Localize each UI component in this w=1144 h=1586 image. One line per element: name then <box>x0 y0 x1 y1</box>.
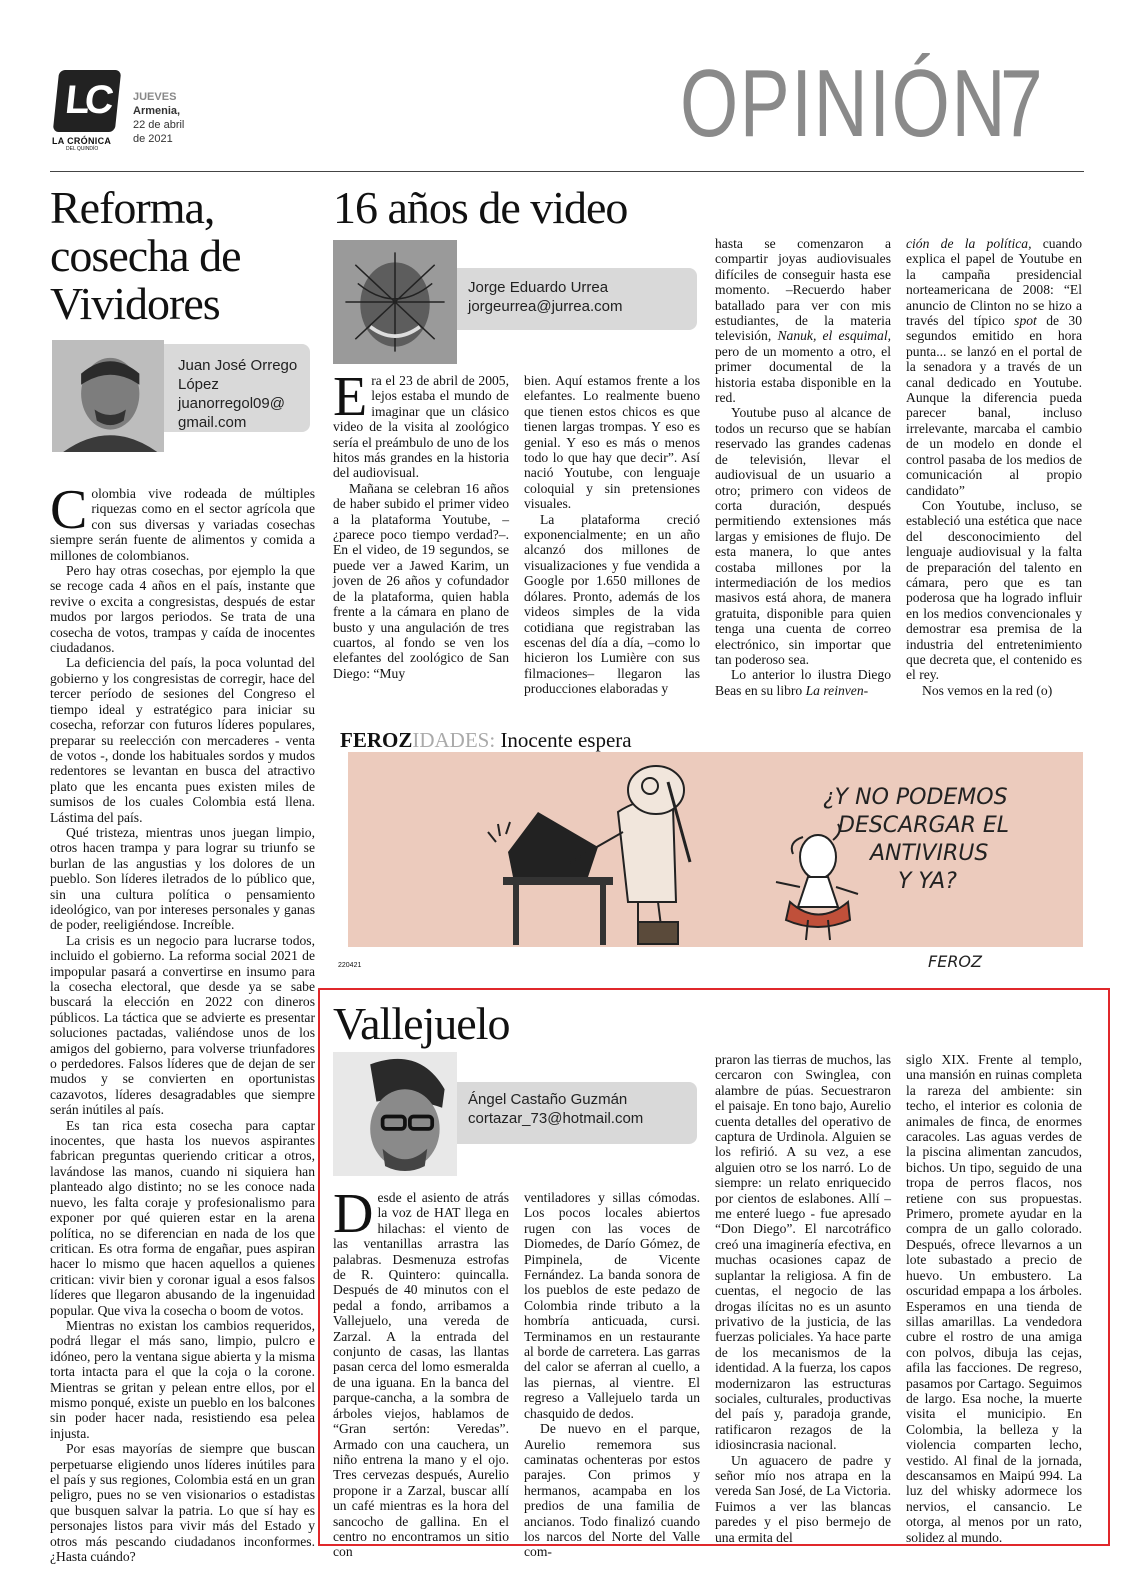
author-name-line1: Juan José Orrego <box>178 357 298 374</box>
dropcap: C <box>50 479 88 541</box>
author-name: Jorge Eduardo Urrea <box>468 279 609 296</box>
paragraph: La deficiencia del país, la poca voluntad del gobierno y los congresistas de corregir, hace del tercer período de sesiones del Congreso el tiempo ideal y estratégico para iniciar su cosecha, reforzar con futuros líderes populares, preparar su reelección con mercaderes - venta de votos -, donde los habituales sordos y mudos redentores se levantan en busca del atractivo plato que les encanta pues existen miles de sumisos de los cuales Colombia está llena. Lástima del país. <box>50 655 315 825</box>
author-name-line2: López <box>178 376 219 393</box>
highlight-box <box>318 988 1110 1546</box>
speech-line-3: ANTIVIRUS <box>870 841 989 866</box>
author-email: cortazar_73@hotmail.com <box>468 1110 644 1127</box>
article-headline-reforma: Reforma, cosecha de Vividores <box>50 182 241 329</box>
article-body-video-col1 <box>333 366 509 681</box>
book-title: La reinven- <box>805 682 869 698</box>
article-headline-vallejuelo: Vallejuelo <box>333 998 510 1049</box>
paragraph: Mañana se celebran 16 años de haber subido el primer video a la plataforma Youtube, –¿parece poco tiempo verdad?–. En el video, de 19 segundos, se puede ver a Jawed Karim, un joven de 26 años y cofundador de la plataforma, quien habla frente a la cámara en plano de busto y una angulación de tres cuartos, al fondo se ven los elefantes del zoológico de San Diego: “Muy <box>333 480 509 681</box>
cartoon-signature: FEROZ <box>928 952 982 971</box>
author-email-line1: juanorregol09@ <box>178 395 285 412</box>
paragraph: esde el asiento de atrás la voz de HAT llega en hilachas: el viento de las ventanillas arrastra las palabras. Desmenuza estrofas de R. Quintero: quincalla. Después de 40 minutos con el pedal a fondo, arribamos a Vallejuelo, una vereda de Zarzal. A la entrada del conjunto de casas, las llantas pasan cerca del lomo esmeralda de una iguana. En la banca del parque-cancha, a la sombra de árboles viejos, hablamos de “Gran sertón: Veredas”. Armado con una cauchera, un niño entrena la mano y el ojo. Tres cervezas después, Aurelio propone ir a Zarzal, buscar allí un café mientras es la hora del sancocho de gallina. En el centro no encontramos un sitio con <box>333 1190 509 1560</box>
paragraph: Nos vemos en la red (o) <box>922 682 1053 698</box>
paragraph: La plataforma creció exponencialmente; en un año alcanzó dos millones de visualizaciones y fue vendida a Google por 1.650 millones de dólares. Pronto, además de los videos simples de la vida cotidiana que registraban las escenas del día a día, –como lo hicieron los Lumière con sus filmaciones– llegaron las producciones elaboradas y <box>524 511 700 697</box>
dropcap: D <box>333 1183 374 1245</box>
portrait-icon <box>333 240 457 364</box>
text-run: Lo anterior lo ilustra Diego Beas en su libro <box>715 667 891 698</box>
film-title: Nanuk, el esquimal, <box>777 328 892 344</box>
paragraph: Pero hay otras cosechas, por ejemplo la que se recoge cada 4 años en el país, instante que revive o excita a congresistas, después de estar mudos por largos periodos. Se trata de una cosecha de votos, trampas y caída de inocentes ciudadanos. <box>50 563 315 656</box>
text-run: de 30 segundos emitido en hora punta... se lanzó en el portal de la senadora y a través de un canal dedicado en Youtube. Aunque la diferencia pueda parecer banal, incluso irrelevante, marcaba el cambio de un modelo en donde el control pasaba de los medios de comunicación al propio candidato” <box>906 313 1082 498</box>
book-title: ción de la política, <box>906 236 1032 251</box>
paragraph: Es tan rica esta cosecha para captar inocentes, que hasta los nuevos aspirantes fabrican preguntas queriendo criticar a otros, lavándose las manos, cuando ni siquiera han planteado algo distinto; no se les conoce nada nuevo, les falta coraje y profesionalismo para exponer por qué quieren estar en la arena política, no se diferencian en nada de los que critican. Es otra forma de engañar, pues aspiran hacer lo mismo que hacen aquellos a quienes critican: vivir bien y coronar igual a esos falsos líderes que llegaron abusando de la ingenuidad popular. Que viva la cosecha o boom de votos. <box>50 1117 315 1318</box>
paragraph: Con Youtube, incluso, se estableció una estética que nace del desconocimiento del lenguaje audiovisual y la falta de preparación del talento en cámara, pero que es tan poderosa que ha logrado influir en los medios convencionales y demostrar esa premisa de la industria del entretenimiento que decreta que, el contenido es el rey. <box>906 497 1082 683</box>
text-run: pero de un momento a otro, el primer documental de la historia estaba disponible en la red. <box>715 343 891 406</box>
logo-name: LA CRÓNICA <box>52 136 112 146</box>
logo-mark: LC <box>53 70 122 132</box>
article-headline-video: 16 años de video <box>333 182 628 233</box>
article-body-video-col2 <box>524 373 700 697</box>
speech-line-4: Y YA? <box>898 869 957 894</box>
issue-date-line1: 22 de abril <box>133 119 185 131</box>
speech-line-1: ¿Y NO PODEMOS <box>823 785 1008 810</box>
paragraph: Por esas mayorías de siempre que buscan perpetuarse eligiendo unos líderes inútiles para el país y sus regiones, Colombia está en un gran peligro, pues no se ven visionarios o estadistas que busquen salvar la patria. Lo que sí hay es personajes listos para vivir más del Estado y otros más pescando ciudadanos inconformes. ¿Hasta cuándo? <box>50 1441 315 1565</box>
author-name: Ángel Castaño Guzmán <box>468 1091 628 1108</box>
paragraph: Mientras no existan los cambios requeridos, podrá llegar el más sano, limpio, pulcro e idóneo, pero la ventana sigue abierta y la misma torta intacta para el que la coja o la corone. Mientras se gritan y pelean entre ellos, por el mismo ponqué, existe un pueblo en los balcones sin poder hacer nada, resistiendo esa pelea injusta. <box>50 1317 315 1441</box>
logo-subname: DEL QUINDÍO <box>66 146 99 152</box>
author-photo-orrego <box>52 340 164 452</box>
section-title: OPINIÓN <box>680 50 1008 157</box>
paragraph: Un aguacero de padre y señor mío nos atrapa en la vereda San José, de La Victoria. Fuimos a ver las blancas paredes y el piso bermejo de una ermita del <box>715 1452 891 1545</box>
paragraph: bien. Aquí estamos frente a los elefantes. Lo realmente bueno que tienen estos chicos es que tienen largas trompas. Y eso es genial. Y eso es más o menos todo lo que hay que decir”. Así nació Youtube, con lenguaje coloquial y sin pretensiones visuales. <box>524 373 700 512</box>
article-body-video-col3 <box>715 236 891 698</box>
dropcap: E <box>333 366 368 428</box>
paragraph: olombia vive rodeada de múltiples riquezas como en el sector agrícola que con sus diversas y variadas cosechas siempre serán fuente de alimentos y comida a millones de colombianos. <box>50 486 315 563</box>
text-run: cuando explica el papel de Youtube en la campaña presidencial norteamericana de 2008: “El anuncio de Clinton no se hizo a través del típico <box>906 236 1083 329</box>
page-number: 7 <box>1000 50 1043 157</box>
italic-term: spot <box>1014 313 1037 329</box>
newspaper-logo <box>52 70 122 152</box>
paragraph: La crisis es un negocio para lucrarse todos, incluido el gobierno. La reforma social 2021 de impopular pasará a convertirse en insumo para la cosecha electoral, que desde ya se sabe buscará la elección en 2022 con dineros públicos. La táctica que se advierte es presentar soluciones pactadas, valiéndose unos de los amigos del gobierno, para volverse triunfadores o perdedores. Falsos líderes que de dejan de ser mudos y se convierten en oportunistas cazavotos, líderes desagradables que siempre serán inútiles al país. <box>50 932 315 1118</box>
cartoon-title-bold: FEROZ <box>340 728 413 752</box>
issue-date <box>133 90 184 146</box>
text-run: hasta se comenzaron a compartir joyas audiovisuales difíciles de conseguir hasta ese momento. –Recuerdo haber batallado para ver con mis estudiantes, de la materia televisión, <box>715 236 891 344</box>
speech-line-2: DESCARGAR EL <box>838 813 1010 838</box>
author-photo-urrea <box>333 240 457 364</box>
issue-city: Armenia, <box>133 105 181 117</box>
desk-icon <box>503 877 613 885</box>
paragraph: Youtube puso al alcance de todos un recurso que se habían reservado las grandes cadenas de televisión, llevar el audiovisual de un usuario a otro; primero con videos de corta duración, después permitiendo extensiones más largas y emisiones de flujo. De esta manera, lo que antes costaba millones por la intermediación de los medios masivos está ahora, de manera gratuita, disponible para quien tenga una cuenta de correo electrónico, sin importar que tan poderoso sea. <box>715 405 891 667</box>
author-email-line2: gmail.com <box>178 414 247 431</box>
paragraph: Qué tristeza, mientras unos juegan limpio, otros hacen trampa y para lograr su triunfo se burlan de las angustias y los dolores de un pueblo. Son líderes iletrados de lo público que, sin una cultura política o pensamiento ideológico, van por intereses personales y ganas de poder, reeligiéndose. Increíble. <box>50 824 315 933</box>
issue-date-line2: de 2021 <box>133 133 173 145</box>
paragraph: De nuevo en el parque, Aurelio rememora sus caminatas ochenteras por estos parajes. Con primos y hermanos, acampaba en los predios de una familia de ancianos. Todo finalizó cuando los narcos del Norte del Valle com- <box>524 1421 700 1560</box>
issue-day: JUEVES <box>133 91 177 103</box>
paragraph: siglo XIX. Frente al templo, una mansión en ruinas completa la rareza del ambiente: sin techo, el interior es colonia de animales de finca, de enormes caracoles. Las aguas verdes de la piscina alimentan zancudos, bichos. Un tipo, seguido de una tropa de perros flacos, nos retiene con sus propuestas. Primero, promete ayudar en la compra de un gallo colorado. Después, ofrece llevarnos a un lote subastado a precio de huevo. Un embustero. La oscuridad empapa a los árboles. Esperamos en una tienda de sillas amarillas. La vendedora cubre el rostro de una amiga con polvos, dibuja las cejas, afila las facciones. De regreso, pasamos por Cartago. Seguimos de largo. Esa noche, la muerte visita el municipio. En Colombia, la belleza y la violencia comparten lecho, vestido. Al final de la jornada, descansamos en Maipú 994. La luz del whisky adormece los nervios, el cansancio. Le otorga, al menos por un rato, solidez al mundo. <box>906 1052 1082 1545</box>
paragraph: ra el 23 de abril de 2005, lejos estaba el mundo de imaginar que un clásico video de la visita al zoológico sería el preámbulo de uno de los hitos más grandes en la historia del audiovisual. <box>333 373 509 481</box>
cartoon-title <box>340 728 632 753</box>
author-email: jorgeurrea@jurrea.com <box>468 298 623 315</box>
cartoon-title-light: IDADES: <box>412 728 496 752</box>
article-body-video-col4 <box>906 236 1082 698</box>
paragraph: praron las tierras de muchos, las cercaron con Swinglea, con alambre de púas. Secuestraron el paisaje. En tono bajo, Aurelio cuenta detalles del operativo de captura de Urdinola. Alguien se los refirió. A su vez, a ese alguien otro se los narró. Lo de siempre: un relato enriquecido por cientos de eslabones. Allí –me enteré luego - fue apresado “Don Diego”. El narcotráfico creó una imaginería efectiva, en muchas ocasiones capaz de suplantar la religiosa. A fin de cuentas, el negocio de las drogas ilícitas no es un asunto privativo de la justicia, de las fuerzas policiales. Ya hace parte de los mecanismos de la identidad. A la fuerza, los capos modernizaron las estructuras sociales, culturales, productivas del país y, paradoja grande, ratificaron rezagos de la idiosincrasia nacional. <box>715 1052 891 1453</box>
cartoon-code: 220421 <box>338 962 362 969</box>
cartoon-title-rest: Inocente espera <box>495 728 632 752</box>
article-body-reforma-col1 <box>50 479 315 1565</box>
paragraph: ventiladores y sillas cómodas. Los pocos locales abiertos rugen con las voces de Diomedes, de Darío Gómez, de Pimpinela, de Vicente Fernández. La banda sonora de los pueblos de este pedazo de Colombia rinde tributo a la hombría anticuada, cursi. Terminamos en un restaurante al borde de carretera. Las garras del calor se aferran al cuello, a las piernas, al vientre. El regreso a Vallejuelo tarda un chasquido de dedos. <box>524 1190 700 1421</box>
header-rule <box>50 171 1084 172</box>
portrait-icon <box>52 340 164 452</box>
